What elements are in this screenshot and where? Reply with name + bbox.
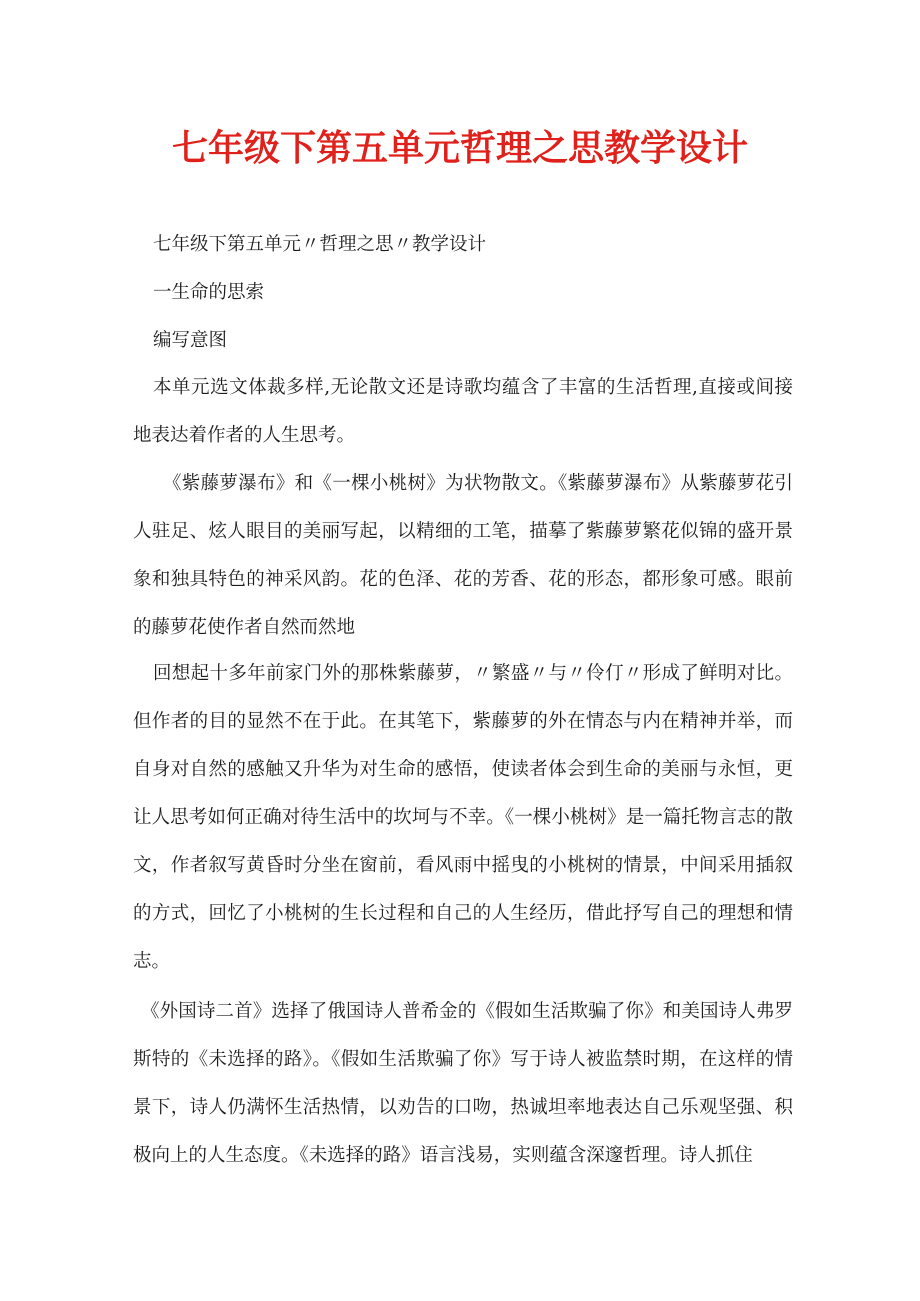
paragraph-zitengluo: 《紫藤萝瀑布》和《一棵小桃树》为状物散文。《紫藤萝瀑布》从紫藤萝花引人驻足、炫人眼目的美丽写起，以精细的工笔，描摹了紫藤萝繁花似锦的盛开景象和独具特色的神采风韵。花的色泽、花的芳香、花的形态，都形象可感。眼前的藤萝花使作者自然而然地 <box>133 473 793 638</box>
paragraph-intro: 本单元选文体裁多样,无论散文还是诗歌均蕴含了丰富的生活哲理,直接或间接地表达着作者的人生思考。 <box>133 377 793 446</box>
paragraph-subheading: 编写意图 <box>153 330 228 351</box>
document-title: 七年级下第五单元哲理之思教学设计 <box>171 128 748 169</box>
paragraph-subtitle: 七年级下第五单元〃哲理之思〃教学设计 <box>153 234 487 255</box>
paragraph-recollection: 回想起十多年前家门外的那株紫藤萝，〃繁盛〃与〃伶仃〃形成了鲜明对比。但作者的目的显然不在于此。在其笔下，紫藤萝的外在情态与内在精神并举，而自身对自然的感触又升华为对生命的感悟，使读者体会到生命的美丽与永恒，更让人思考如何正确对待生活中的坎坷与不幸。《一棵小桃树》是一篇托物言志的散文，作者叙写黄昏时分坐在窗前，看风雨中摇曳的小桃树的情景，中间采用插叙的方式，回忆了小桃树的生长过程和自己的人生经历，借此抒写自己的理想和情志。 <box>133 663 793 972</box>
paragraph-foreign-poems: 《外国诗二首》选择了俄国诗人普希金的《假如生活欺骗了你》和美国诗人弗罗斯特的《未选择的路》。《假如生活欺骗了你》写于诗人被监禁时期，在这样的情景下，诗人仍满怀生活热情，以劝告的口吻，热诚坦率地表达自己乐观坚强、积极向上的人生态度。《未选择的路》语言浅易，实则蕴含深邃哲理。诗人抓住 <box>133 1001 793 1166</box>
paragraph-section-heading: 一生命的思索 <box>153 282 265 303</box>
